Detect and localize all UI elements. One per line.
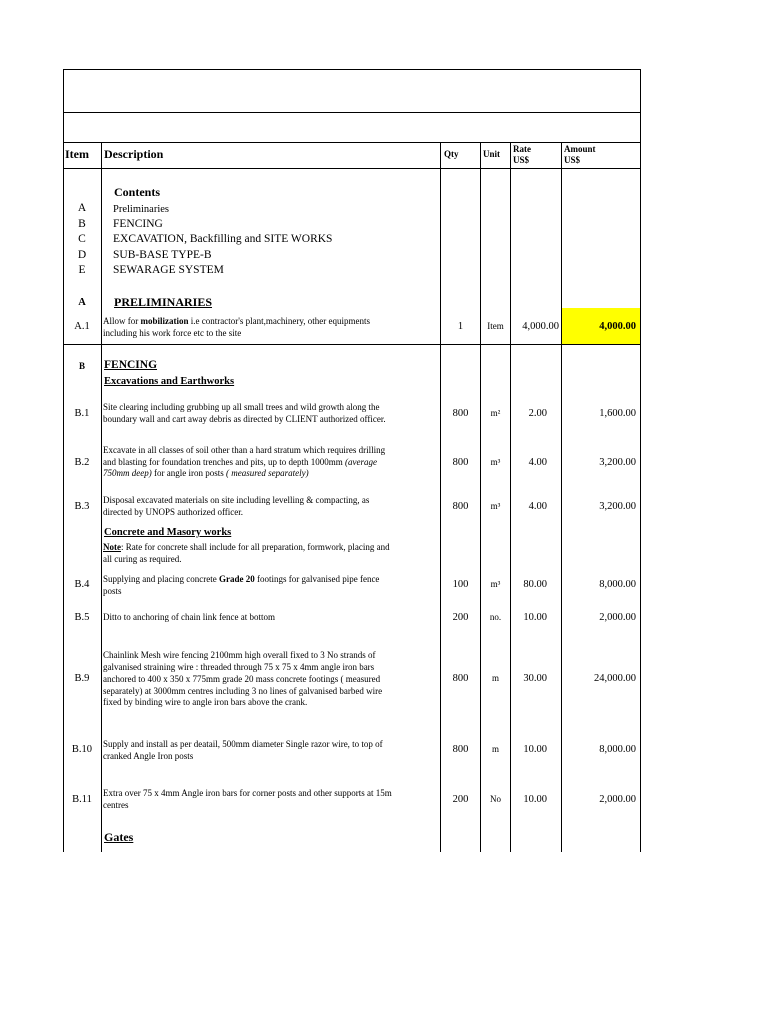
- header-rate-currency: US$: [513, 155, 530, 165]
- note-line: all curing as required.: [103, 554, 182, 564]
- row-qty: 800: [452, 744, 469, 755]
- row-description-line: Site clearing including grubbing up all small trees and wild growth along the: [103, 402, 380, 412]
- row-description-line: cranked Angle Iron posts: [103, 751, 194, 761]
- row-description-line: Extra over 75 x 4mm Angle iron bars for corner posts and other supports at 15m: [103, 788, 392, 798]
- contents-label: SUB-BASE TYPE-B: [113, 249, 212, 261]
- contents-label: EXCAVATION, Backfilling and SITE WORKS: [113, 233, 333, 245]
- header-amount: Amount: [564, 144, 596, 154]
- row-item: B.11: [72, 794, 92, 805]
- section-a-code: A: [78, 297, 86, 308]
- contents-label: FENCING: [113, 218, 163, 230]
- row-item: B.4: [74, 579, 90, 590]
- note-line: Note: Rate for concrete shall include for all preparation, formwork, placing and: [103, 542, 390, 552]
- contents-code: B: [78, 218, 86, 230]
- row-description-line: Excavate in all classes of soil other than a hard stratum which requires drilling: [103, 445, 386, 455]
- row-qty: 800: [452, 457, 469, 468]
- row-qty: 200: [452, 794, 469, 805]
- row-description-line: Disposal excavated materials on site including levelling & compacting, as: [103, 495, 370, 505]
- row-amount: 3,200.00: [599, 457, 636, 468]
- contents-label: SEWARAGE SYSTEM: [113, 264, 224, 276]
- row-unit: no.: [489, 612, 502, 622]
- row-qty: 800: [452, 408, 469, 419]
- row-unit: m: [491, 744, 499, 754]
- row-description-line: centres: [103, 800, 129, 810]
- row-amount: 1,600.00: [599, 408, 636, 419]
- rule-section-a-bottom: [63, 344, 641, 345]
- section-a-title: PRELIMINARIES: [114, 295, 213, 309]
- row-qty: 1: [457, 321, 464, 332]
- contents-code: E: [78, 264, 86, 276]
- row-amount: 24,000.00: [594, 673, 636, 684]
- row-amount: 2,000.00: [599, 612, 636, 623]
- row-rate: 4.00: [528, 457, 547, 468]
- row-item: B.3: [74, 501, 90, 512]
- row-rate: 10.00: [523, 794, 547, 805]
- row-unit: m³: [490, 457, 501, 467]
- header-qty: Qty: [444, 149, 459, 159]
- row-amount: 8,000.00: [599, 579, 636, 590]
- col-line-item: [101, 142, 102, 852]
- subheading-concrete: Concrete and Masory works: [104, 527, 232, 538]
- row-unit: m³: [490, 501, 501, 511]
- row-qty: 100: [452, 579, 469, 590]
- row-item: B.9: [74, 673, 90, 684]
- row-description-line: galvanised straining wire : threaded through 75 x 75 x 4mm angle iron bars: [103, 662, 375, 672]
- row-qty: 800: [452, 501, 469, 512]
- subheading-gates: Gates: [104, 830, 134, 844]
- section-b-title: FENCING: [104, 359, 158, 371]
- contents-code: D: [77, 249, 87, 261]
- row-amount: 3,200.00: [599, 501, 636, 512]
- header-unit: Unit: [483, 149, 501, 159]
- row-item: B.2: [74, 457, 90, 468]
- bill-of-quantities-sheet: [63, 69, 641, 853]
- row-qty: 200: [452, 612, 469, 623]
- rule-title-bottom: [63, 112, 641, 113]
- row-item: A.1: [74, 321, 90, 332]
- row-item: B.10: [71, 744, 93, 755]
- row-description-line: 750mm deep) for angle iron posts ( measured separately): [103, 468, 309, 478]
- row-description-line: directed by UNOPS authorized officer.: [103, 507, 244, 517]
- row-description-line: and blasting for foundation trenches and pits, up to depth 1000mm (average: [103, 457, 377, 467]
- row-item: B.1: [74, 408, 90, 419]
- row-unit: m²: [490, 408, 501, 418]
- row-description-line: Ditto to anchoring of chain link fence at bottom: [103, 612, 275, 622]
- row-rate: 80.00: [523, 579, 547, 590]
- row-amount: 2,000.00: [599, 794, 636, 805]
- row-description: Allow for mobilization i.e contractor's plant,machinery, other equipments: [103, 316, 370, 326]
- contents-code: C: [78, 233, 86, 245]
- row-rate: 4.00: [528, 501, 547, 512]
- rule-header-bottom: [63, 168, 641, 169]
- contents-title: Contents: [114, 185, 161, 199]
- row-unit: Item: [487, 321, 504, 331]
- row-description-line: fixed by binding wire to angle iron bars above the crank.: [103, 697, 308, 707]
- row-amount: 4,000.00: [599, 321, 636, 332]
- row-description-line: separately) at 3000mm centres including 3 no lines of galvanised barbed wire: [103, 686, 383, 696]
- row-rate: 10.00: [523, 612, 547, 623]
- row-rate: 30.00: [523, 673, 547, 684]
- row-unit: No: [490, 794, 501, 804]
- section-b-code: B: [78, 361, 85, 371]
- row-unit: m: [491, 673, 499, 683]
- subheading-excavation: Excavations and Earthworks: [104, 376, 235, 387]
- rule-header-top: [63, 142, 641, 143]
- row-description-line: boundary wall and cart away debris as directed by CLIENT authorized officer.: [103, 414, 386, 424]
- row-description-line: anchored to 400 x 350 x 775mm grade 20 mass concrete footings ( measured: [103, 674, 381, 684]
- row-description-line: Chainlink Mesh wire fencing 2100mm high overall fixed to 3 No strands of: [103, 650, 376, 660]
- row-description: Supplying and placing concrete Grade 20 footings for galvanised pipe fence: [103, 574, 380, 584]
- row-unit: m³: [490, 579, 501, 589]
- header-item: Item: [65, 147, 89, 161]
- header-amount-currency: US$: [564, 155, 581, 165]
- row-rate: 4,000.00: [522, 321, 559, 332]
- row-amount: 8,000.00: [599, 744, 636, 755]
- header-rate: Rate: [513, 144, 531, 154]
- row-item: B.5: [74, 612, 90, 623]
- row-description-line: including his work force etc to the site: [103, 328, 242, 338]
- row-description-line: posts: [103, 586, 122, 596]
- row-rate: 2.00: [528, 408, 547, 419]
- row-qty: 800: [452, 673, 469, 684]
- header-description: Description: [104, 147, 164, 161]
- row-description-line: Supply and install as per deatail, 500mm diameter Single razor wire, to top of: [103, 739, 383, 749]
- contents-code: A: [77, 202, 87, 214]
- row-rate: 10.00: [523, 744, 547, 755]
- contents-label: Preliminaries: [113, 204, 169, 215]
